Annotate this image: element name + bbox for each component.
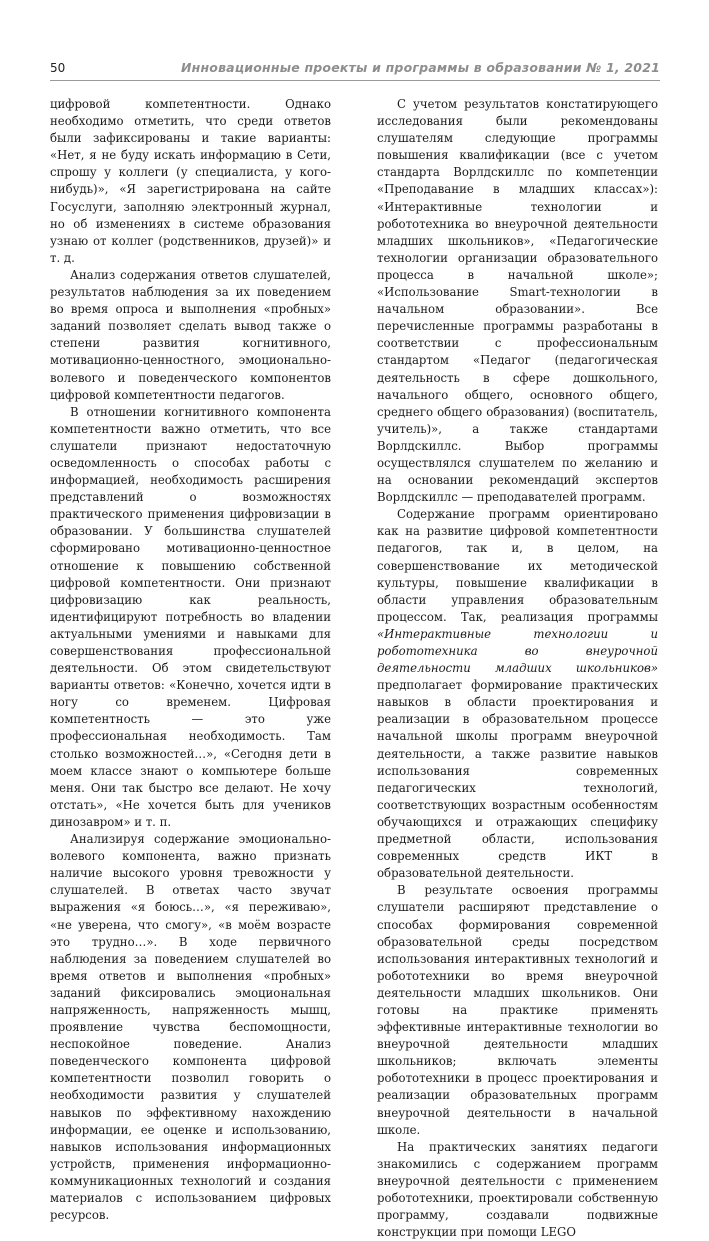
left-column xyxy=(50,96,331,1224)
paragraph-text: Содержание программ ориентировано как на развитие цифровой компетентности педагогов, так и, в целом, на совершенствование их методической культуры, повышение квалификации в области управления образовательным процессом. Так, реализация программы xyxy=(377,507,658,624)
paragraph: В результате освоения программы слушатели расширяют представление о способах формирования современной образовательной среды посредством использования интерактивных технологий и робототехники во время внеурочной деятельности младших школьников. Они готовы на практике применять эффективные интерактивные технологии во внеурочной деятельности младших школьников; включать элементы робототехники в процесс проектирования и реализации образовательных программ внеурочной деятельности в начальной школе. xyxy=(377,883,658,1137)
paragraph-text: предполагает формирование практических навыков в области проектирования и реализации в образовательном процессе начальной школы программ внеурочной деятельности, а также развитие навыков использования современных педагогических технологий, соответствующих возрастным особенностям обучающихся и отражающих специфику предметной области, использования современных средств ИКТ в образовательной деятельности. xyxy=(377,678,658,881)
paragraph: Анализируя содержание эмоционально-волевого компонента, важно признать наличие высокого уровня тревожности у слушателей. В ответах часто звучат выражения «я боюсь…», «я переживаю», «не уверена, что смогу», «в моём возрасте это трудно…». В ходе первичного наблюдения за поведением слушателей во время ответов и выполнения «пробных» заданий фиксировались эмоциональная напряженность, напряженность мышц, проявление чувства беспомощности, неспокойное поведение. Анализ поведенческого компонента цифровой компетентности позволил говорить о необходимости развития у слушателей навыков по эффективному нахождению информации, ее оценке и использованию, навыков использования информационных устройств, применения информационно-коммуникационных технологий и создания материалов с использованием цифровых ресурсов. xyxy=(50,832,331,1223)
paragraph: цифровой компетентности. Однако необходимо отметить, что среди ответов были зафиксированы и такие варианты: «Нет, я не буду искать информацию в Сети, спрошу у коллеги (у специалиста, у кого-нибудь)», «Я зарегистрирована на сайте Госуслуги, заполняю электронный журнал, но об изменениях в системе образования узнаю от коллег (родственников, друзей)» и т. д. xyxy=(50,97,331,265)
program-title-italic: «Интерактивные технологии и робототехника во внеурочной деятельности младших школьников» xyxy=(377,626,658,676)
page-header xyxy=(50,58,660,82)
paragraph xyxy=(377,506,658,882)
header-rule xyxy=(50,80,660,81)
paragraph: На практических занятиях педагоги знакомились с содержанием программ внеурочной деятельности с применением робототехники, проектировали собственную программу, создавали подвижные конструкции при помощи LEGO xyxy=(377,1139,658,1240)
paragraph: В отношении когнитивного компонента компетентности важно отметить, что все слушатели признают недостаточную осведомленность о способах работы с информацией, необходимость расширения представлений о возможностях практического применения цифровизации в образовании. У большинства слушателей сформировано мотивационно-ценностное отношение к повышению собственной цифровой компетентности. Они признают цифровизацию как реальность, идентифицируют потребность во владении актуальными умениями и навыками для совершенствования профессиональной деятельности. Об этом свидетельствуют варианты ответов: «Конечно, хочется идти в ногу со временем. Цифровая компетентность — это уже профессиональная необходимость. Там столько возможностей…», «Сегодня дети в моем классе знают о компьютере больше меня. Они так быстро все делают. Не хочу отстать», «Не хочется быть для учеников динозавром» и т. п. xyxy=(50,404,331,829)
paragraph: Анализ содержания ответов слушателей, результатов наблюдения за их поведением во время опроса и выполнения «пробных» заданий позволяет сделать вывод также о степени развития когнитивного, мотивационно-ценностного, эмоционально-волевого и поведенческого компонентов цифровой компетентности педагогов. xyxy=(50,267,331,402)
right-column xyxy=(377,96,658,1241)
journal-title: Инновационные проекты и программы в образовании № 1, 2021 xyxy=(180,60,660,75)
paragraph: С учетом результатов констатирующего исследования были рекомендованы слушателям следующие программы повышения квалификации (все с учетом стандарта Ворлдскиллс по компетенции «Преподавание в младших классах»): «Интерактивные технологии и робототехника во внеурочной деятельности младших школьников», «Педагогические технологии организации образовательного процесса в начальной школе»; «Использование Smart-технологии в начальном образовании». Все перечисленные программы разработаны в соответствии с профессиональным стандартом «Педагог (педагогическая деятельность в сфере дошкольного, начального общего, основного общего, среднего общего образования) (воспитатель, учитель)», а также стандартами Ворлдскиллс. Выбор программы осуществлялся слушателем по желанию и на основании рекомендаций экспертов Ворлдскиллс — преподавателей программ. xyxy=(377,97,658,505)
page-number: 50 xyxy=(50,61,66,75)
